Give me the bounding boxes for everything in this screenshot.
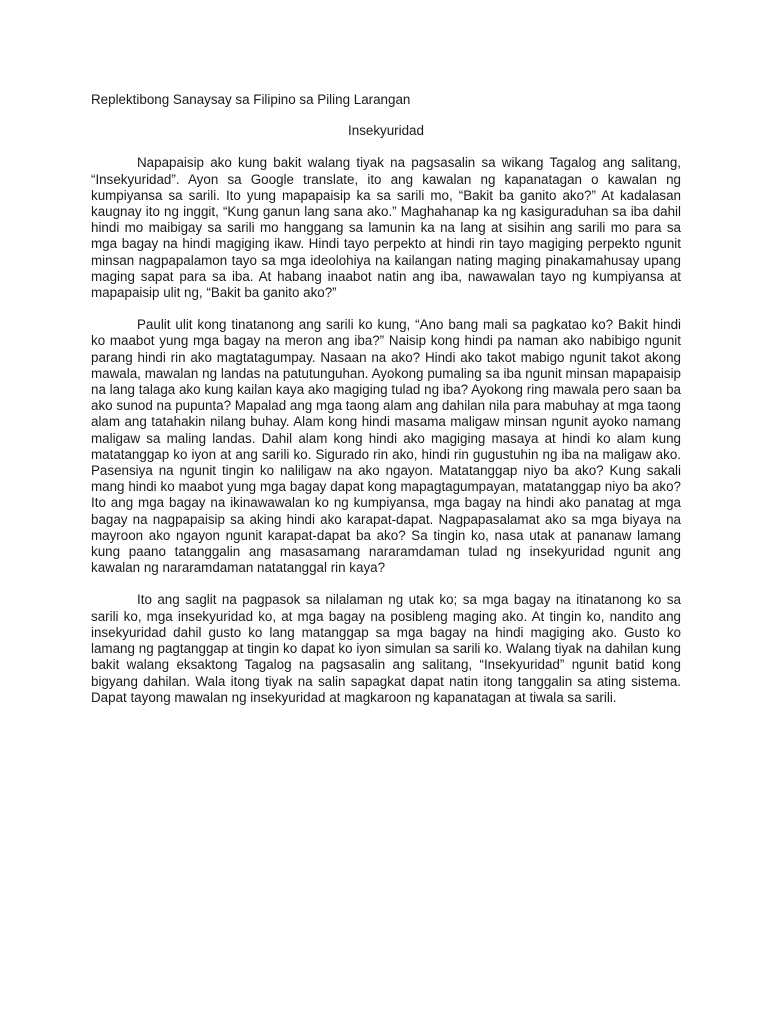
document-page	[91, 92, 681, 722]
paragraph-2: Paulit ulit kong tinatanong ang sarili ko kung, “Ano bang mali sa pagkatao ko? Bakit hindi ko maabot yung mga bagay na meron ang iba?” Naisip kong hindi pa naman ako nabibigo ngunit parang hindi rin ako magtatagumpay. Nasaan na ako? Hindi ako takot mabigo ngunit takot akong mawala, mawalan ng landas na patutunguhan. Ayokong pumaling sa iba ngunit minsan mapapaisip na lang talaga ako kung kailan kaya ako magiging tulad ng iba? Ayokong ring mawala pero saan ba ako sunod na pupunta? Mapalad ang mga taong alam ang dahilan nila para mabuhay at mga taong alam ang tatahakin nilang buhay. Alam kong hindi masama maligaw minsan ngunit ayoko namang maligaw sa maling landas. Dahil alam kong hindi ako magiging masaya at hindi ko alam kung matatanggap ko iyon at ang sarili ko. Sigurado rin ako, hindi rin gugustuhin ng iba na maligaw ako. Pasensiya na ngunit tingin ko naliligaw na ako ngayon. Matatanggap niyo ba ako? Kung sakali mang hindi ko maabot yung mga bagay dapat kong mapagtagumpayan, matatanggap niyo ba ako? Ito ang mga bagay na ikinawawalan ko ng kumpiyansa, mga bagay na hindi ako panatag at mga bagay na nagpapaisip sa aking hindi ako karapat-dapat. Nagpapasalamat ako sa mga biyaya na mayroon ako ngayon ngunit karapat-dapat ba ako? Sa tingin ko, nasa utak at pananaw lamang kung paano tatanggalin ang masasamang nararamdaman tulad ng insekyuridad ngunit ang kawalan ng nararamdaman natatanggal rin kaya?	[91, 317, 681, 576]
paragraph-1: Napapaisip ako kung bakit walang tiyak na pagsasalin sa wikang Tagalog ang salitang, “Insekyuridad”. Ayon sa Google translate, ito ang kawalan ng kapanatagan o kawalan ng kumpiyansa sa sarili. Ito yung mapapaisip ka sa sarili mo, “Bakit ba ganito ako?” At kadalasan kaugnay ito ng inggit, “Kung ganun lang sana ako.” Maghahanap ka ng kasiguraduhan sa iba dahil hindi mo maibigay sa sarili mo hanggang sa lamunin ka na lang at sisihin ang sarili mo para sa mga bagay na hindi magiging ikaw. Hindi tayo perpekto at hindi rin tayo magiging perpekto ngunit minsan nagpapalamon tayo sa mga ideolohiya na kailangan nating maging pinakamahusay upang maging sapat para sa iba. At habang inaabot natin ang iba, nawawalan tayo ng kumpiyansa at mapapaisip ulit ng, “Bakit ba ganito ako?”	[91, 155, 681, 301]
document-heading: Replektibong Sanaysay sa Filipino sa Piling Larangan	[91, 92, 411, 107]
essay-title: Insekyuridad	[348, 123, 424, 139]
paragraph-3: Ito ang saglit na pagpasok sa nilalaman ng utak ko; sa mga bagay na itinatanong ko sa sarili ko, mga insekyuridad ko, at mga bagay na posibleng maging ako. At tingin ko, nandito ang insekyuridad dahil gusto ko lang matanggap sa mga bagay na hindi magiging ako. Gusto ko lamang ng pagtanggap at tingin ko dapat ko iyon simulan sa sarili ko. Walang tiyak na dahilan kung bakit walang eksaktong Tagalog na pagsasalin ang salitang, “Insekyuridad” ngunit batid kong bigyang dahilan. Wala itong tiyak na salin sapagkat dapat natin itong tanggalin sa ating sistema. Dapat tayong mawalan ng insekyuridad at magkaroon ng kapanatagan at tiwala sa sarili.	[91, 592, 681, 705]
